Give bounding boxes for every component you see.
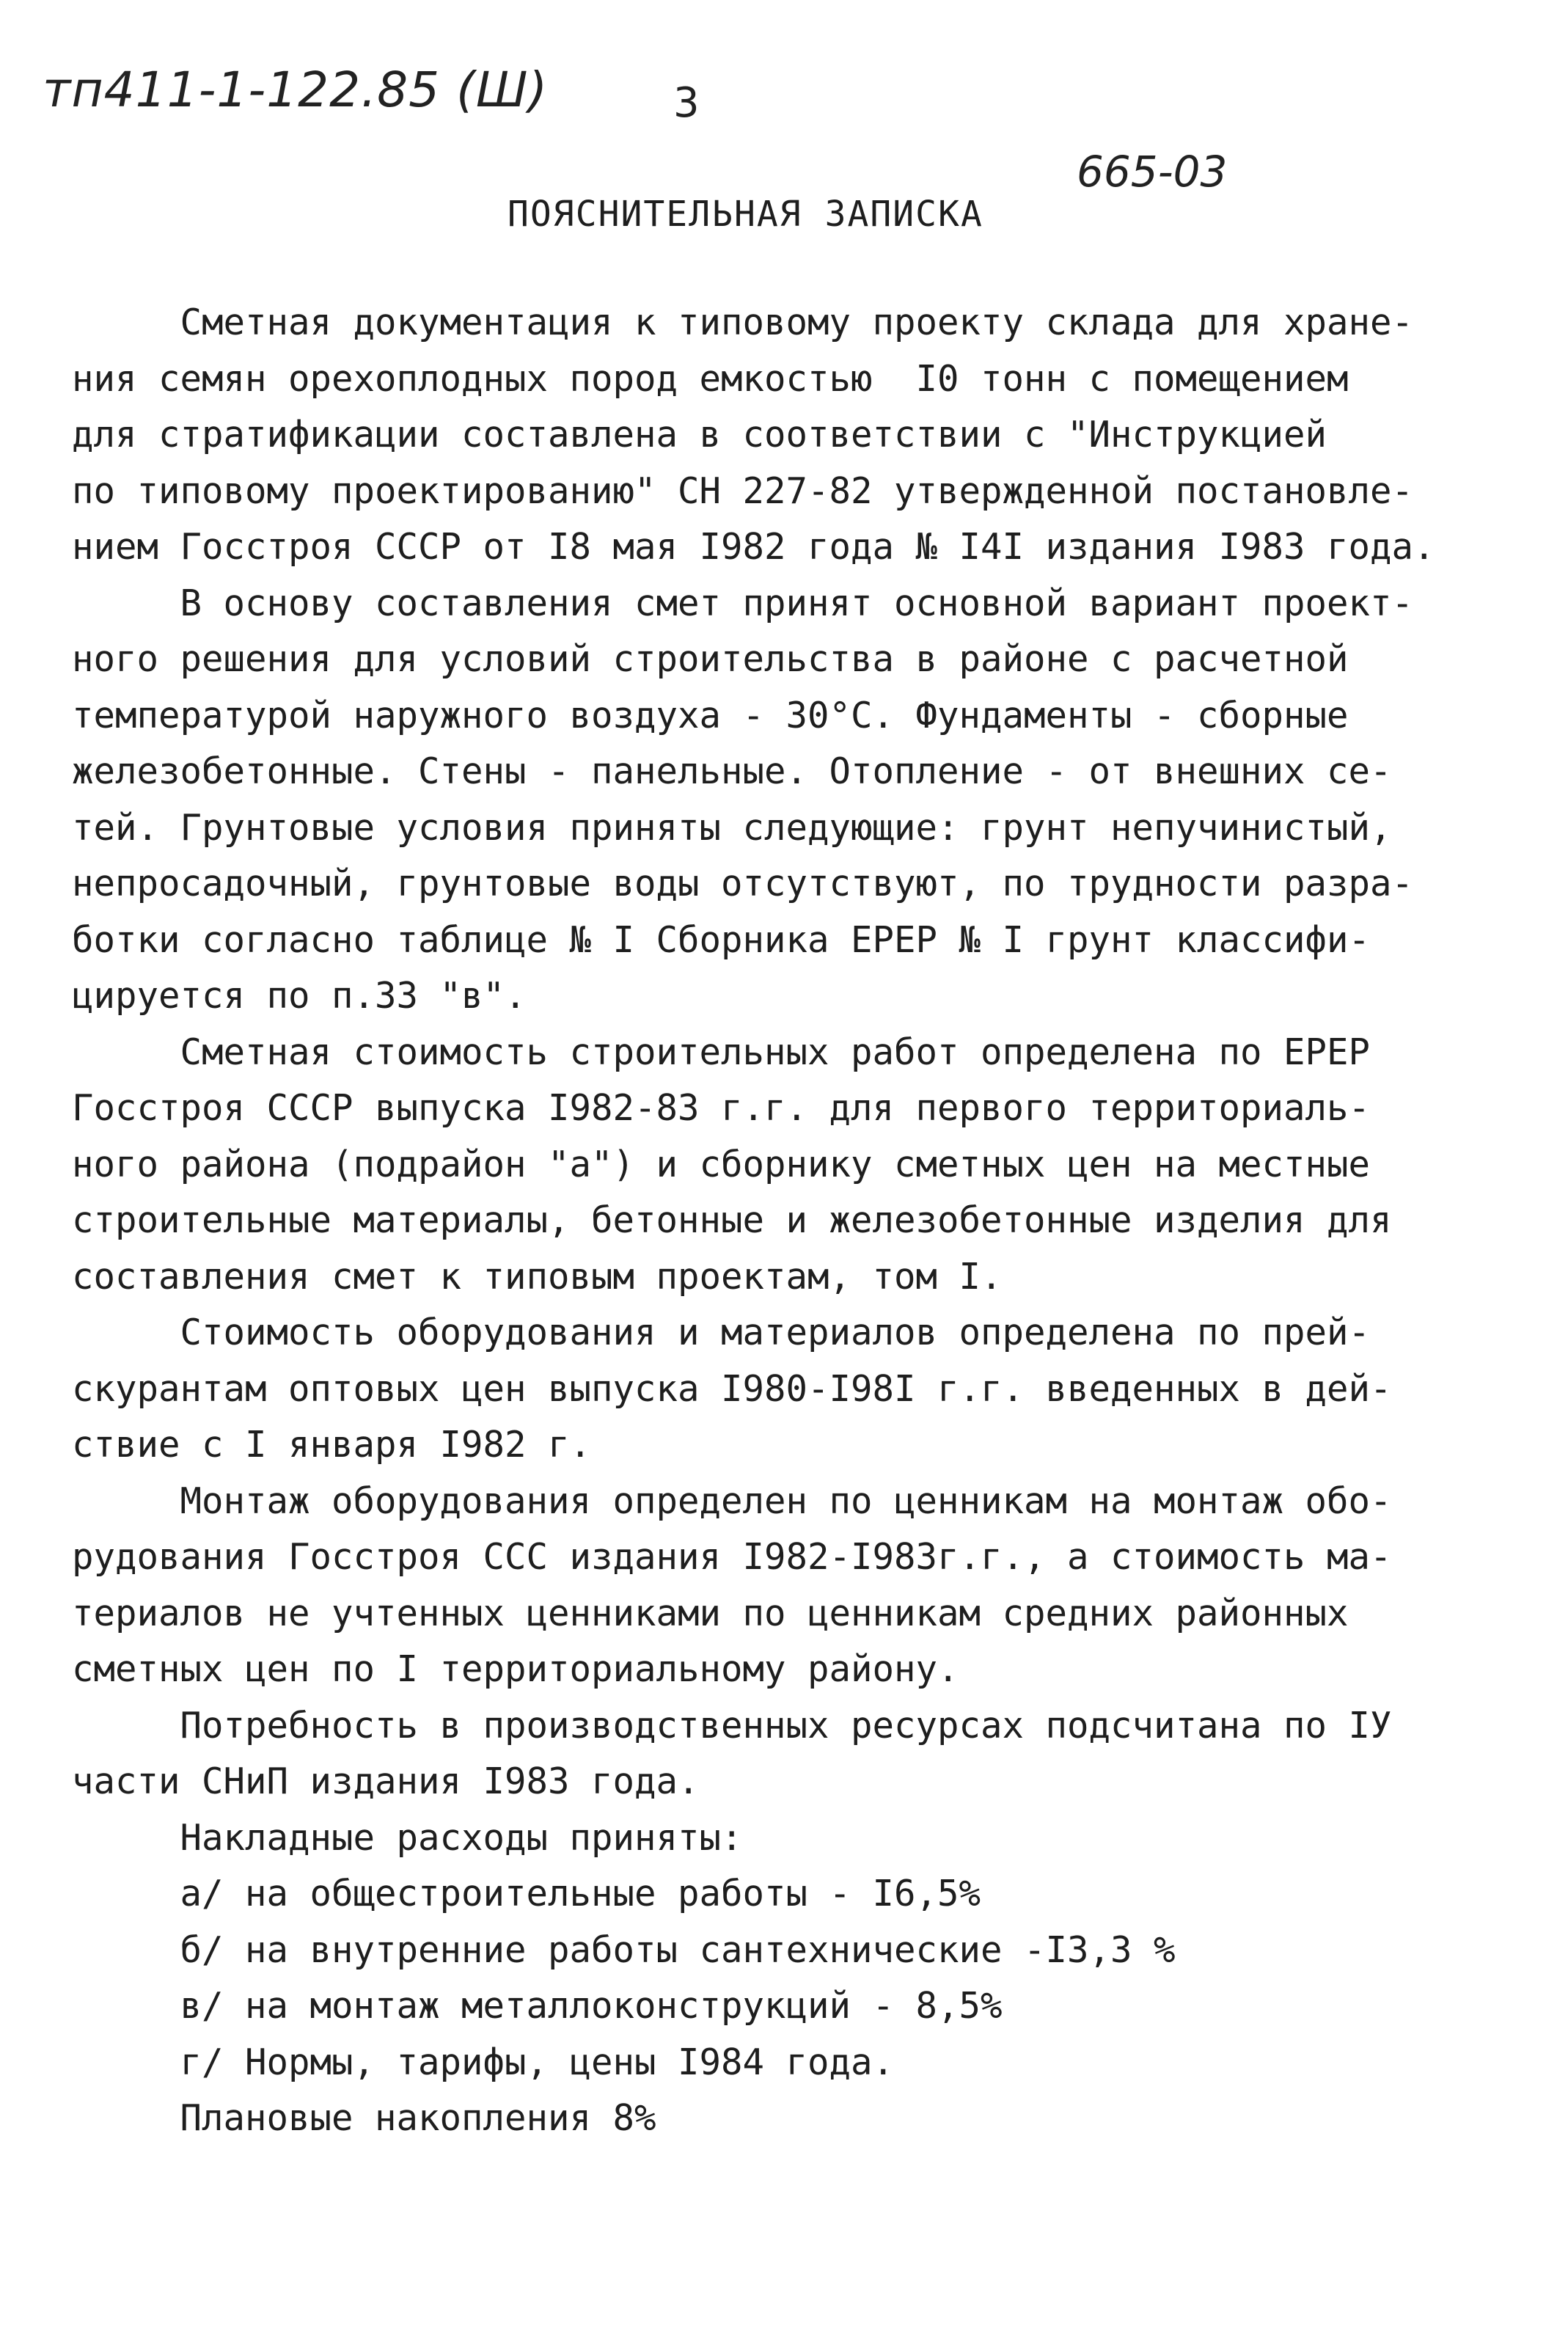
text-line: нием Госстроя СССР от I8 мая I982 года № I4I издания I983 года.: [72, 526, 1435, 568]
text-line: ботки согласно таблице № I Сборника ЕРЕР № I грунт классифи-: [72, 918, 1371, 961]
text-line: ствие с I января I982 г.: [72, 1424, 592, 1466]
text-line: Сметная стоимость строительных работ определена по ЕРЕР: [72, 1031, 1371, 1073]
text-line: тей. Грунтовые условия приняты следующие: грунт непучинистый,: [72, 806, 1392, 849]
text-line: ния семян орехоплодных пород емкостью I0 тонн с помещением: [72, 357, 1349, 400]
text-line: цируется по п.33 "в".: [72, 975, 527, 1017]
text-line: скурантам оптовых цен выпуска I980-I98I г.г. введенных в дей-: [72, 1367, 1392, 1410]
sheet-code: 665-03: [1077, 147, 1228, 197]
text-line: сметных цен по I территориальному району.: [72, 1648, 959, 1690]
text-line: непросадочный, грунтовые воды отсутствуют, по трудности разра-: [72, 863, 1414, 904]
text-line: Сметная документация к типовому проекту склада для хране-: [72, 301, 1414, 343]
explanatory-note-body: [72, 295, 1509, 2147]
text-line: В основу составления смет принят основной вариант проект-: [72, 582, 1414, 624]
text-line: Плановые накопления 8%: [72, 2097, 656, 2139]
text-line: железобетонные. Стены - панельные. Отопление - от внешних се-: [72, 750, 1392, 792]
text-line: Монтаж оборудования определен по ценникам на монтаж обо-: [72, 1480, 1392, 1522]
document-code: тп411-1-122.85 (Ш): [43, 62, 549, 118]
page-number: 3: [673, 79, 700, 127]
text-line: строительные материалы, бетонные и железобетонные изделия для: [72, 1199, 1392, 1241]
text-line: г/ Нормы, тарифы, цены I984 года.: [72, 2041, 895, 2083]
text-line: для стратификации составлена в соответствии с "Инструкцией: [72, 414, 1327, 456]
text-line: Накладные расходы приняты:: [72, 1816, 743, 1859]
text-line: Потребность в производственных ресурсах подсчитана по IУ: [72, 1704, 1392, 1747]
text-line: части СНиП издания I983 года.: [72, 1760, 700, 1802]
page-title: ПОЯСНИТЕЛЬНАЯ ЗАПИСКА: [508, 194, 983, 235]
text-line: териалов не учтенных ценниками по ценникам средних районных: [72, 1592, 1349, 1634]
text-line: ного решения для условий строительства в районе с расчетной: [72, 638, 1349, 680]
text-line: температурой наружного воздуха - 30°С. Фундаменты - сборные: [72, 694, 1349, 736]
text-line: б/ на внутренние работы сантехнические -I3,3 %: [72, 1928, 1176, 1971]
text-line: рудования Госстроя ССС издания I982-I983г.г., а стоимость ма-: [72, 1536, 1392, 1578]
text-line: в/ на монтаж металлоконструкций - 8,5%: [72, 1985, 1003, 2027]
text-line: составления смет к типовым проектам, том I.: [72, 1255, 1003, 1298]
text-line: Госстроя СССР выпуска I982-83 г.г. для первого территориаль-: [72, 1087, 1371, 1129]
text-line: ного района (подрайон "а") и сборнику сметных цен на местные: [72, 1143, 1371, 1185]
text-line: а/ на общестроительные работы - I6,5%: [72, 1873, 981, 1914]
text-line: Стоимость оборудования и материалов определена по прей-: [72, 1312, 1371, 1353]
text-line: по типовому проектированию" СН 227-82 утвержденной постановле-: [72, 469, 1414, 512]
